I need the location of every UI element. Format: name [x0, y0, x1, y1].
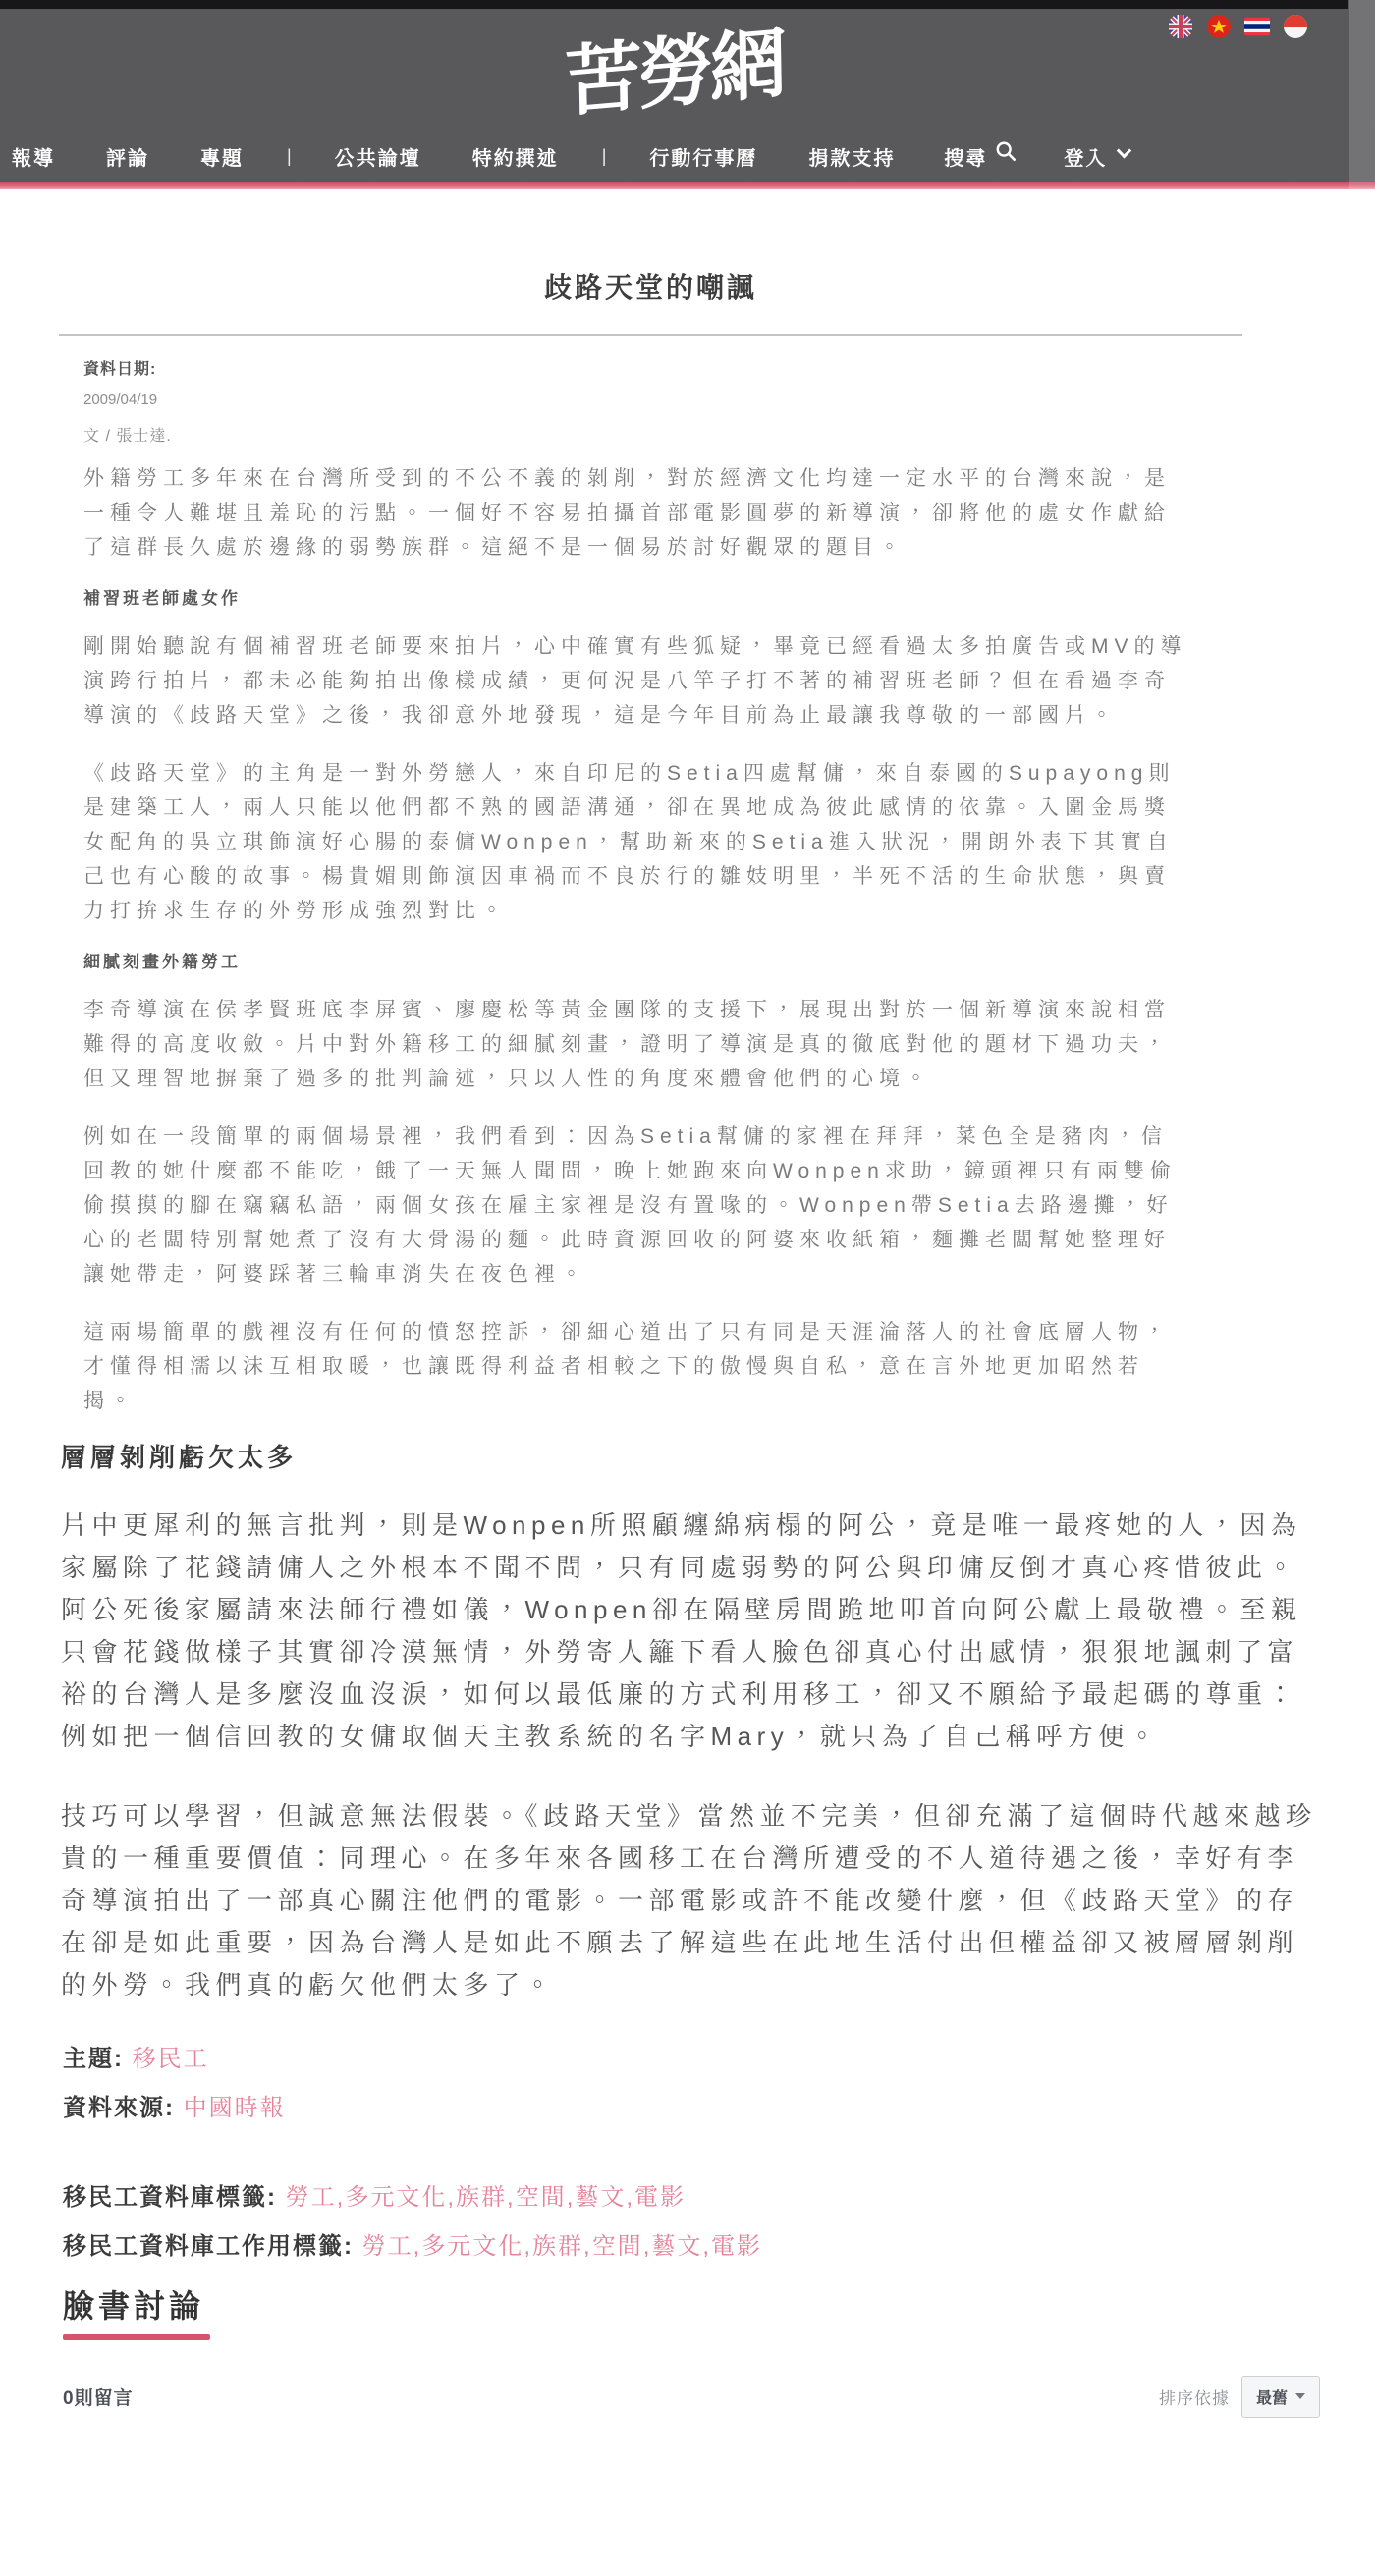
search-icon: [995, 140, 1017, 168]
byline: 文 / 張士達.: [83, 428, 172, 445]
article-paragraph: 技巧可以學習，但誠意無法假裝。《歧路天堂》當然並不完美，但卻充滿了這個時代越來越珍貴的一種重要價值：同理心。在多年來各國移工在台灣所遭受的不人道待遇之後，幸好有李奇導演拍出了一部真心關注他們的電影。一部電影或許不能改變什麼，但《歧路天堂》的存在卻是如此重要，因為台灣人是如此不願去了解這些在此地生活付出但權益卻又被層層剝削的外勞。我們真的虧欠他們太多了。: [61, 1801, 1317, 2000]
nav-item-special-features[interactable]: 特約撰述: [471, 147, 559, 170]
section-heading-debut: 補習班老師處女作: [83, 589, 241, 608]
section-heading-exploitation: 層層剝削虧欠太多: [61, 1443, 298, 1472]
work-tags-label: 移民工資料庫工作用標籤:: [63, 2233, 354, 2260]
nav-item-commentary[interactable]: 評論: [106, 147, 149, 170]
nav-separator: |: [287, 145, 292, 166]
heading-underline: [63, 2334, 210, 2340]
topic-label: 主題:: [63, 2046, 124, 2072]
comment-count: 0則留言: [63, 2387, 134, 2409]
tag-link[interactable]: , 多元文化: [413, 2233, 524, 2260]
source-label: 資料來源:: [63, 2095, 175, 2121]
facebook-discussion-heading: 臉書討論: [63, 2288, 205, 2324]
tag-link[interactable]: , 電影: [702, 2233, 762, 2260]
site-header: [0, 0, 1375, 182]
article-paragraph: 外籍勞工多年來在台灣所受到的不公不義的剝削，對於經濟文化均達一定水平的台灣來說，是一種令人難堪且羞恥的污點。一個好不容易拍攝首部電影圓夢的新導演，卻將他的處女作獻給了這群長久處於邊緣的弱勢族群。這絕不是一個易於討好觀眾的題目。: [83, 467, 1171, 559]
chevron-down-icon: [1117, 142, 1132, 158]
main-nav: [0, 131, 1334, 182]
top-strip: [0, 0, 1348, 9]
tag-link[interactable]: , 空間: [583, 2233, 643, 2260]
date-label: 資料日期:: [83, 361, 157, 378]
nav-login[interactable]: [1040, 142, 1153, 171]
topic-link[interactable]: 移民工: [132, 2046, 209, 2072]
article-paragraph: 例如在一段簡單的兩個場景裡，我們看到：因為Setia幫傭的家裡在拜拜，菜色全是豬肉，信回教的她什麼都不能吃，餓了一天無人聞問，晚上她跑來向Wonpen求助，鏡頭裡只有兩雙偷偷摸摸的腳在竊竊私語，兩個女孩在雇主家裡是沒有置喙的。Wonpen帶Setia去路邊攤，好心的老闆特別幫她煮了沒有大骨湯的麵。此時資源回收的阿婆來收紙箱，麵攤老闆幫她整理好讓她帶走，阿婆踩著三輪車消失在夜色裡。: [83, 1125, 1177, 1286]
nav-item-public-forum[interactable]: 公共論壇: [334, 147, 421, 170]
tag-link[interactable]: , 多元文化: [337, 2184, 448, 2211]
tag-link[interactable]: , 藝文: [643, 2233, 703, 2260]
tag-link[interactable]: , 族群: [447, 2184, 507, 2211]
sort-control: [1159, 2376, 1320, 2418]
tag-link[interactable]: , 族群: [523, 2233, 583, 2260]
source-link[interactable]: 中國時報: [183, 2095, 286, 2121]
caret-down-icon: [1295, 2393, 1305, 2399]
search-label: 搜尋: [944, 147, 988, 170]
article-body-small: [83, 462, 1193, 1418]
nav-item-reports[interactable]: 報導: [12, 147, 55, 170]
nav-item-action-calendar[interactable]: 行動行事曆: [649, 147, 758, 170]
nav-search[interactable]: [920, 142, 1040, 171]
db-tags-label: 移民工資料庫標籤:: [63, 2184, 277, 2211]
tag-link[interactable]: , 電影: [626, 2184, 686, 2211]
sort-value: 最舊: [1255, 2389, 1288, 2407]
nav-item-topics[interactable]: 專題: [200, 147, 244, 170]
scrollbar-band: [1349, 0, 1375, 189]
topic-row: [63, 2044, 1325, 2075]
article-paragraph: 李奇導演在侯孝賢班底李屏賓、廖慶松等黃金團隊的支援下，展現出對於一個新導演來說相當難得的高度收斂。片中對外籍移工的細膩刻畫，證明了導演是真的徹底對他的題材下過功夫，但又理智地摒棄了過多的批判論述，只以人性的角度來體會他們的心境。: [83, 999, 1171, 1090]
title-divider: [59, 334, 1242, 336]
accent-bar: [0, 182, 1375, 189]
article-paragraph: 片中更犀利的無言批判，則是Wonpen所照顧纏綿病榻的阿公，竟是唯一最疼她的人，因為家屬除了花錢請傭人之外根本不聞不問，只有同處弱勢的阿公與印傭反倒才真心疼惜彼此。阿公死後家屬請來法師行禮如儀，Wonpen卻在隔壁房間跪地叩首向阿公獻上最敬禮。至親只會花錢做樣子其實卻冷漠無情，外勞寄人籬下看人臉色卻真心付出感情，狠狠地諷刺了富裕的台灣人是多麼沒血沒淚，如何以最低廉的方式利用移工，卻又不願給予最起碼的尊重：例如把一個信回教的女傭取個天主教系統的名字Mary，就只為了自己稱呼方便。: [61, 1510, 1302, 1751]
tag-link[interactable]: , 空間: [507, 2184, 567, 2211]
meta-gap: [63, 2142, 1325, 2181]
article-main: [0, 273, 1375, 2417]
tag-link[interactable]: 勞工: [361, 2233, 413, 2260]
article-meta: [63, 2044, 1325, 2264]
tag-link[interactable]: , 藝文: [567, 2184, 627, 2211]
date-value: 2009/04/19: [83, 391, 158, 408]
section-heading-portrayal: 細膩刻畫外籍勞工: [83, 953, 241, 971]
work-tags-row: [63, 2230, 1325, 2264]
article-body-large: [61, 1442, 1323, 2006]
article-paragraph: 《歧路天堂》的主角是一對外勞戀人，來自印尼的Setia四處幫傭，來自泰國的Supayong則是建築工人，兩人只能以他們都不熟的國語溝通，卻在異地成為彼此感情的依靠。入圍金馬獎女配角的吳立琪飾演好心腸的泰傭Wonpen，幫助新來的Setia進入狀況，開朗外表下其實自己也有心酸的故事。楊貴媚則飾演因車禍而不良於行的雛妓明里，半死不活的生命狀態，與賣力打拚求生存的外勞形成強烈對比。: [83, 762, 1176, 922]
facebook-comments-bar: [63, 2376, 1320, 2417]
logo-wrap: [0, 12, 1348, 128]
db-tags-row: [63, 2181, 1325, 2215]
tag-link[interactable]: 勞工: [285, 2184, 337, 2211]
article-head: [59, 273, 1242, 446]
facebook-section: [63, 2287, 1320, 2417]
source-row: [63, 2093, 1325, 2124]
article-title: 歧路天堂的嘲諷: [543, 272, 757, 302]
login-label: 登入: [1064, 147, 1108, 170]
nav-item-donate[interactable]: 捐款支持: [808, 147, 896, 170]
article-paragraph: 這兩場簡單的戲裡沒有任何的憤怒控訴，卻細心道出了只有同是天涯淪落人的社會底層人物，才懂得相濡以沫互相取暖，也讓既得利益者相較之下的傲慢與自私，意在言外地更加昭然若揭。: [83, 1321, 1171, 1412]
sort-dropdown[interactable]: [1241, 2376, 1320, 2418]
article-paragraph: 剛開始聽說有個補習班老師要來拍片，心中確實有些狐疑，畢竟已經看過太多拍廣告或MV的導演跨行拍片，都未必能夠拍出像樣成績，更何況是八竿子打不著的補習班老師？但在看過李奇導演的《歧路天堂》之後，我卻意外地發現，這是今年目前為止最讓我尊敬的一部國片。: [83, 635, 1187, 727]
sort-label: 排序依據: [1158, 2388, 1230, 2408]
site-logo[interactable]: 苦勞網: [564, 19, 784, 128]
nav-separator: |: [601, 145, 607, 166]
